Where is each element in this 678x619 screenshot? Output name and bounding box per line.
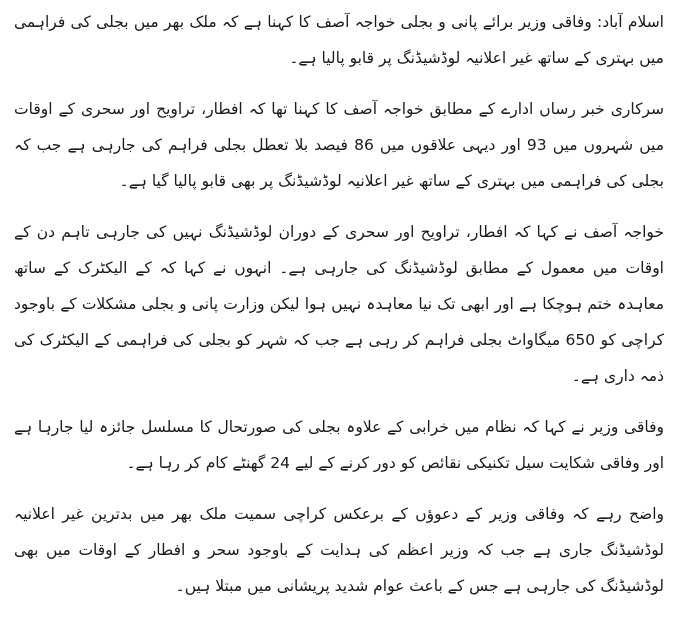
paragraph-load-shedding-continues: واضح رہے کہ وفاقی وزیر کے دعوؤں کے برعکس کراچی سمیت ملک بھر میں بدترین غیر اعلانیہ لوڈشیڈنگ جاری ہے جب کہ وزیر اعظم کی ہدایت کے باوجود سحر و افطار کے اوقات میں بھی لوڈشیڈنگ کی جارہی ہے جس کے باعث عوام شدید پریشانی میں مبتلا ہیں۔ bbox=[14, 505, 664, 595]
article-body bbox=[14, 4, 664, 619]
paragraph-supply-figures: سرکاری خبر رساں ادارے کے مطابق خواجہ آصف کا کہنا تھا کہ افطار، تراویح اور سحری کے اوقات میں شہروں میں 93 اور دیہی علاقوں میں 86 فیصد بلا تعطل بجلی فراہم کی جارہی ہے جب کہ بجلی کی فراہمی میں بہتری کے ساتھ غیر اعلانیہ لوڈشیڈنگ پر بھی قابو پالیا گیا ہے۔ bbox=[14, 100, 664, 190]
paragraph-karachi-supply: خواجہ آصف نے کہا کہ افطار، تراویح اور سحری کے دوران لوڈشیڈنگ نہیں کی جارہی تاہم دن کے اوقات میں معمول کے مطابق لوڈشیڈنگ کی جارہی ہے۔ انہوں نے کہا کہ کے الیکٹرک کے ساتھ معاہدہ ختم ہوچکا ہے اور ابھی تک نیا معاہدہ نہیں ہوا لیکن وزارت پانی و بجلی مشکلات کے باوجود کراچی کو 650 میگاواٹ بجلی فراہم کر رہی ہے جب کہ شہر کو بجلی کی فراہمی کے الیکٹرک کی ذمہ داری ہے۔ bbox=[14, 223, 664, 385]
paragraph-complaint-cell: وفاقی وزیر نے کہا کہ نظام میں خرابی کے علاوہ بجلی کی صورتحال کا مسلسل جائزہ لیا جارہا ہے اور وفاقی شکایت سیل تکنیکی نقائص کو دور کرنے کے لیے 24 گھنٹے کام کر رہا ہے۔ bbox=[14, 418, 664, 472]
paragraph-intro: اسلام آباد: وفاقی وزیر برائے پانی و بجلی خواجہ آصف کا کہنا ہے کہ ملک بھر میں بجلی کی فراہمی میں بہتری کے ساتھ غیر اعلانیہ لوڈشیڈنگ پر قابو پالیا ہے۔ bbox=[14, 13, 664, 67]
